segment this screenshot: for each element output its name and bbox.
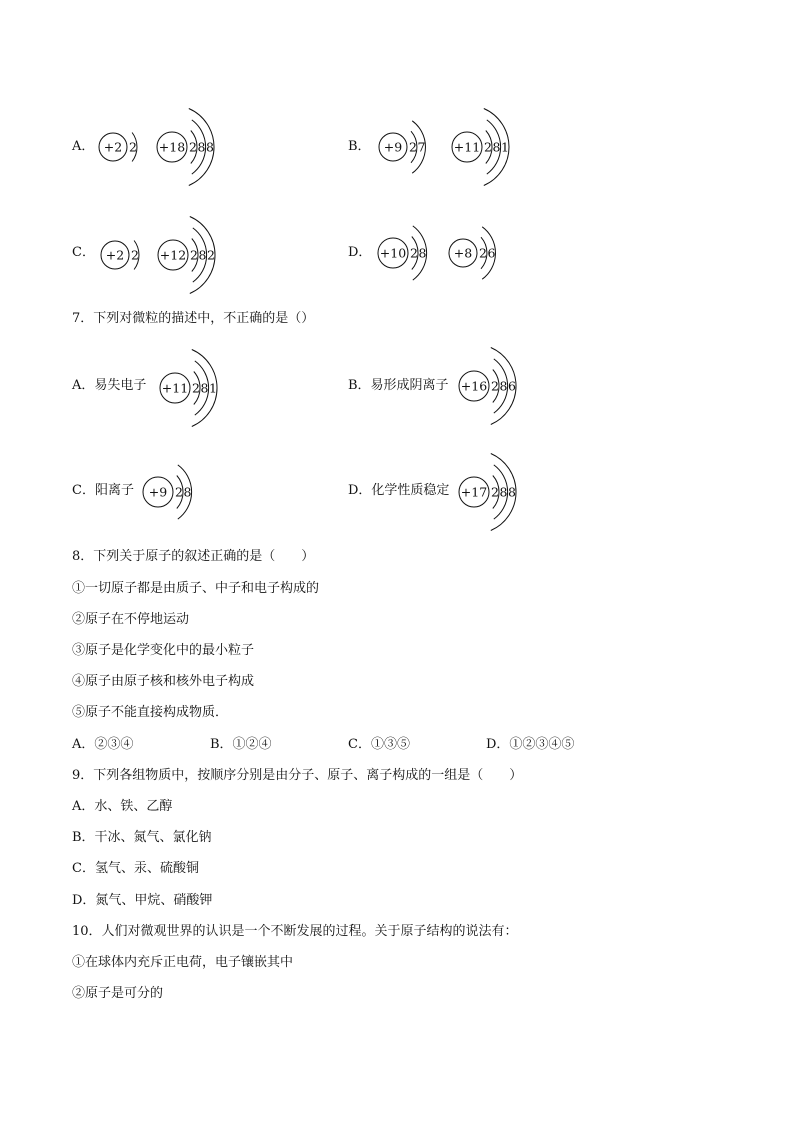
electron-count: 2: [190, 247, 198, 263]
electron-count: 1: [501, 139, 509, 155]
electron-count: 2: [491, 484, 499, 500]
q8-statement-4: ④原子由原子核和核外电子构成: [72, 674, 255, 689]
atom-diagram: [379, 121, 426, 173]
atom-diagram: [157, 109, 214, 186]
q7-stem: 7．下列对微粒的描述中，不正确的是（）: [72, 311, 315, 326]
q6-option-a-label: A．: [72, 139, 95, 154]
q8-statement-3: ③原子是化学变化中的最小粒子: [72, 643, 255, 658]
q7-option-a-diagram: [155, 338, 245, 438]
nucleus-charge: +11: [453, 139, 481, 155]
electron-count: 2: [129, 139, 137, 155]
nucleus-charge: +9: [148, 484, 168, 500]
nucleus-charge: +12: [159, 247, 187, 263]
electron-count: 8: [418, 245, 427, 261]
nucleus-charge: +10: [379, 245, 407, 261]
atom-diagram: [452, 109, 509, 186]
q7-option-a-label: A．易失电子: [72, 378, 147, 393]
q6-option-c-label: C．: [72, 245, 95, 260]
atom-diagram: [459, 454, 516, 531]
electron-count: 8: [183, 484, 192, 500]
q8-statement-5: ⑤原子不能直接构成物质．: [72, 705, 229, 720]
nucleus-charge: +8: [453, 245, 473, 261]
q9-option-d: D．氮气、甲烷、硝酸钾: [72, 893, 213, 908]
electron-count: 8: [508, 484, 516, 500]
atom-diagram: [158, 217, 215, 294]
q10-statement-2: ②原子是可分的: [72, 986, 164, 1001]
q10-stem: 10．人们对微观世界的认识是一个不断发展的过程。关于原子结构的说法有：: [72, 924, 518, 939]
electron-count: 2: [189, 139, 197, 155]
q7-option-c-diagram: [137, 442, 227, 542]
atom-diagram: [459, 348, 516, 425]
electron-count: 8: [197, 139, 206, 155]
q7-option-b-label: B．易形成阴离子: [348, 378, 449, 393]
q10-statement-1: ①在球体内充斥正电荷，电子镶嵌其中: [72, 955, 294, 970]
q9-option-b: B．干冰、氮气、氯化钠: [72, 830, 212, 845]
q6-option-d-label: D．: [348, 245, 372, 260]
q7-option-d-label: D．化学性质稳定: [348, 483, 450, 498]
atom-diagram: [378, 226, 427, 280]
electron-count: 2: [192, 380, 200, 396]
electron-count: 8: [499, 484, 508, 500]
q8-option-d: D．①②③④⑤: [486, 737, 575, 752]
nucleus-charge: +2: [103, 139, 123, 155]
electron-count: 8: [200, 380, 209, 396]
electron-count: 2: [207, 247, 215, 263]
nucleus-charge: +11: [161, 380, 189, 396]
q6-option-b-diagram: [373, 92, 533, 192]
electron-count: 6: [508, 378, 516, 394]
q9-stem: 9．下列各组物质中，按顺序分别是由分子、原子、离子构成的一组是（ ）: [72, 768, 523, 783]
atom-diagram: [449, 227, 496, 279]
q9-option-c: C．氢气、汞、硫酸铜: [72, 861, 199, 876]
electron-count: 8: [198, 247, 207, 263]
q8-option-a: A．②③④: [72, 737, 134, 752]
q8-statement-1: ①一切原子都是由质子、中子和电子构成的: [72, 581, 320, 596]
q8-option-b: B．①②④: [210, 737, 272, 752]
electron-count: 8: [206, 139, 214, 155]
q8-stem: 8．下列关于原子的叙述正确的是（ ）: [72, 549, 315, 564]
q8-option-c: C．①③⑤: [348, 737, 410, 752]
q8-statement-2: ②原子在不停地运动: [72, 612, 190, 627]
electron-count: 2: [409, 139, 417, 155]
nucleus-charge: +2: [105, 247, 125, 263]
q6-option-b-label: B．: [348, 139, 371, 154]
nucleus-charge: +17: [460, 484, 488, 500]
electron-count: 2: [410, 245, 418, 261]
electron-count: 2: [479, 245, 487, 261]
q6-option-d-diagram: [373, 198, 533, 298]
q7-option-c-label: C．阳离子: [72, 483, 134, 498]
atom-diagram: [143, 465, 192, 519]
electron-count: 2: [175, 484, 183, 500]
atom-diagram: [101, 241, 139, 270]
q6-option-a-diagram: [95, 92, 245, 192]
electron-count: 2: [491, 378, 499, 394]
nucleus-charge: +9: [383, 139, 403, 155]
electron-count: 7: [417, 139, 426, 155]
q6-option-c-diagram: [97, 198, 247, 298]
q7-option-b-diagram: [454, 334, 544, 434]
electron-count: 1: [209, 380, 217, 396]
electron-count: 8: [492, 139, 501, 155]
q9-option-a: A．水、铁、乙醇: [72, 799, 173, 814]
q7-option-d-diagram: [454, 440, 544, 540]
atom-diagram: [99, 133, 137, 162]
atom-diagram: [160, 350, 217, 427]
electron-count: 2: [131, 247, 139, 263]
electron-count: 8: [499, 378, 508, 394]
electron-count: 2: [484, 139, 492, 155]
electron-count: 6: [487, 245, 496, 261]
nucleus-charge: +18: [158, 139, 186, 155]
nucleus-charge: +16: [460, 378, 488, 394]
